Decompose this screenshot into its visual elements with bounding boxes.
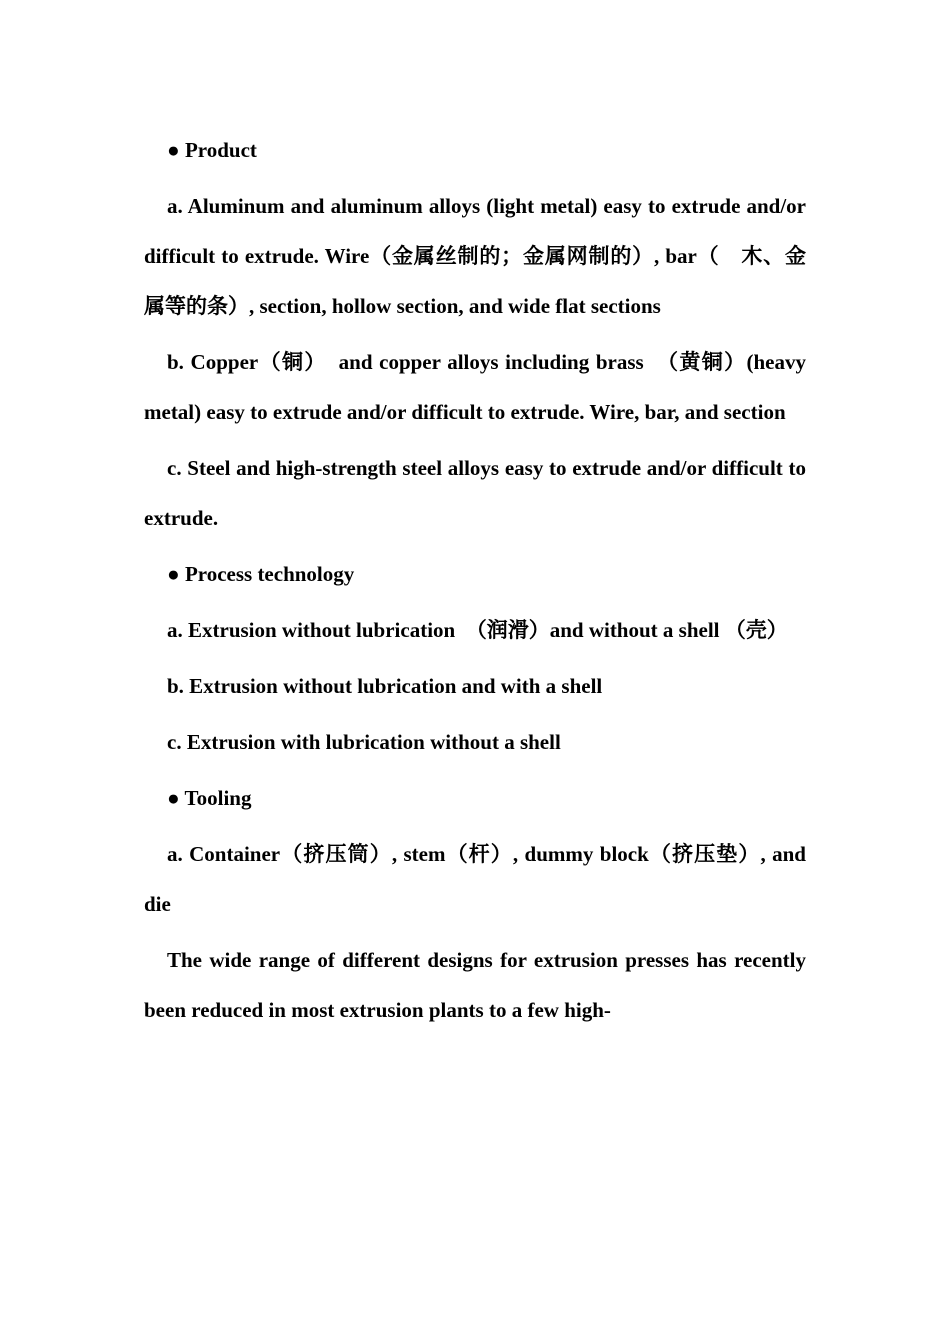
paragraph-process-b: b. Extrusion without lubrication and with a shell bbox=[167, 674, 603, 698]
bullet-icon: ● bbox=[167, 138, 180, 162]
heading-text: Tooling bbox=[179, 786, 252, 810]
paragraph-process-a: a. Extrusion without lubrication （润滑）and without a shell （壳） bbox=[167, 618, 788, 642]
section-heading-tooling bbox=[144, 773, 806, 823]
paragraph-product-b: b. Copper（铜） and copper alloys including brass （黄铜）(heavy metal) easy to extrude and/or difficult to extrude. Wire, bar, and section bbox=[144, 350, 806, 424]
bullet-icon: ● bbox=[167, 562, 180, 586]
paragraph-product-a: a. Aluminum and aluminum alloys (light metal) easy to extrude and/or difficult to extrude. Wire（金属丝制的；金属网制的）, bar（ 木、金属等的条）, section, hollow section, and wide flat sections bbox=[144, 194, 806, 318]
section-heading-product bbox=[144, 125, 806, 175]
paragraph-product-c: c. Steel and high-strength steel alloys easy to extrude and/or difficult to extrude. bbox=[144, 456, 806, 530]
heading-text: Product bbox=[179, 138, 257, 162]
paragraph-closing: The wide range of different designs for extrusion presses has recently been reduced in most extrusion plants to a few high- bbox=[144, 948, 806, 1022]
document-page bbox=[144, 125, 806, 1041]
paragraph-process-c: c. Extrusion with lubrication without a shell bbox=[167, 730, 561, 754]
bullet-icon: ● bbox=[167, 786, 180, 810]
paragraph-tooling-a: a. Container（挤压筒）, stem（杆）, dummy block（挤压垫）, and die bbox=[144, 842, 806, 916]
section-heading-process bbox=[144, 549, 806, 599]
heading-text: Process technology bbox=[179, 562, 355, 586]
